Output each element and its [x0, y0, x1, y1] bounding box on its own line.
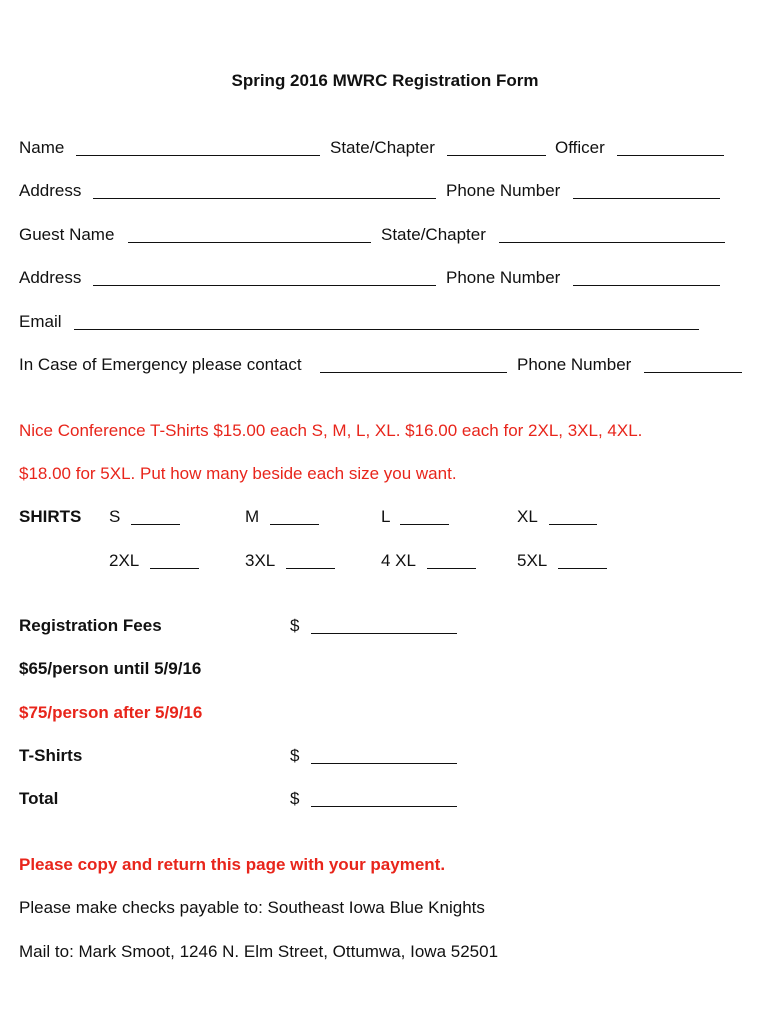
guest-name-label: Guest Name	[19, 225, 115, 244]
emergency-contact-field[interactable]	[320, 358, 507, 373]
return-notice: Please copy and return this page with your payment.	[19, 855, 446, 874]
total-label: Total	[19, 789, 59, 808]
email-label: Email	[19, 312, 62, 331]
early-rate: $65/person until 5/9/16	[19, 659, 202, 678]
tshirts-fee-field[interactable]	[311, 749, 457, 764]
late-rate: $75/person after 5/9/16	[19, 703, 203, 722]
officer-field[interactable]	[617, 141, 724, 156]
size-m-field[interactable]	[270, 510, 319, 525]
phone-number-label: Phone Number	[446, 181, 561, 200]
size-2xl-field[interactable]	[150, 554, 199, 569]
size-l-label: L	[381, 507, 391, 526]
size-5xl-field[interactable]	[558, 554, 607, 569]
tshirt-notice-line1: Nice Conference T-Shirts $15.00 each S, M, L, XL. $16.00 each for 2XL, 3XL, 4XL.	[19, 421, 643, 440]
size-3xl-field[interactable]	[286, 554, 335, 569]
size-4xl-field[interactable]	[427, 554, 476, 569]
name-label: Name	[19, 138, 65, 157]
size-xl-label: XL	[517, 507, 538, 526]
size-3xl-label: 3XL	[245, 551, 276, 570]
emergency-phone-field[interactable]	[644, 358, 742, 373]
mail-to: Mail to: Mark Smoot, 1246 N. Elm Street, Ottumwa, Iowa 52501	[19, 942, 499, 961]
officer-label: Officer	[555, 138, 605, 157]
guest-phone-number-field[interactable]	[573, 271, 720, 286]
state-chapter-label: State/Chapter	[330, 138, 435, 157]
guest-address-label: Address	[19, 268, 82, 287]
checks-payable: Please make checks payable to: Southeast Iowa Blue Knights	[19, 898, 485, 917]
guest-name-field[interactable]	[128, 228, 371, 243]
address-label: Address	[19, 181, 82, 200]
total-field[interactable]	[311, 792, 457, 807]
address-field[interactable]	[93, 184, 436, 199]
size-5xl-label: 5XL	[517, 551, 548, 570]
guest-state-chapter-label: State/Chapter	[381, 225, 486, 244]
registration-fees-label: Registration Fees	[19, 616, 162, 635]
size-4xl-label: 4 XL	[381, 551, 416, 570]
tshirts-fee-label: T-Shirts	[19, 746, 83, 765]
guest-address-field[interactable]	[93, 271, 436, 286]
tshirts-dollar: $	[290, 746, 300, 765]
size-2xl-label: 2XL	[109, 551, 140, 570]
page-title: Spring 2016 MWRC Registration Form	[231, 71, 539, 90]
guest-state-chapter-field[interactable]	[499, 228, 725, 243]
tshirt-notice-line2: $18.00 for 5XL. Put how many beside each size you want.	[19, 464, 457, 483]
guest-phone-number-label: Phone Number	[446, 268, 561, 287]
size-l-field[interactable]	[400, 510, 449, 525]
total-dollar: $	[290, 789, 300, 808]
size-s-label: S	[109, 507, 121, 526]
shirts-label: SHIRTS	[19, 507, 82, 526]
registration-dollar: $	[290, 616, 300, 635]
registration-fees-field[interactable]	[311, 619, 457, 634]
emergency-contact-label: In Case of Emergency please contact	[19, 355, 302, 374]
phone-number-field[interactable]	[573, 184, 720, 199]
email-field[interactable]	[74, 315, 699, 330]
emergency-phone-label: Phone Number	[517, 355, 632, 374]
name-field[interactable]	[76, 141, 320, 156]
size-s-field[interactable]	[131, 510, 180, 525]
size-xl-field[interactable]	[549, 510, 597, 525]
size-m-label: M	[245, 507, 260, 526]
state-chapter-field[interactable]	[447, 141, 546, 156]
